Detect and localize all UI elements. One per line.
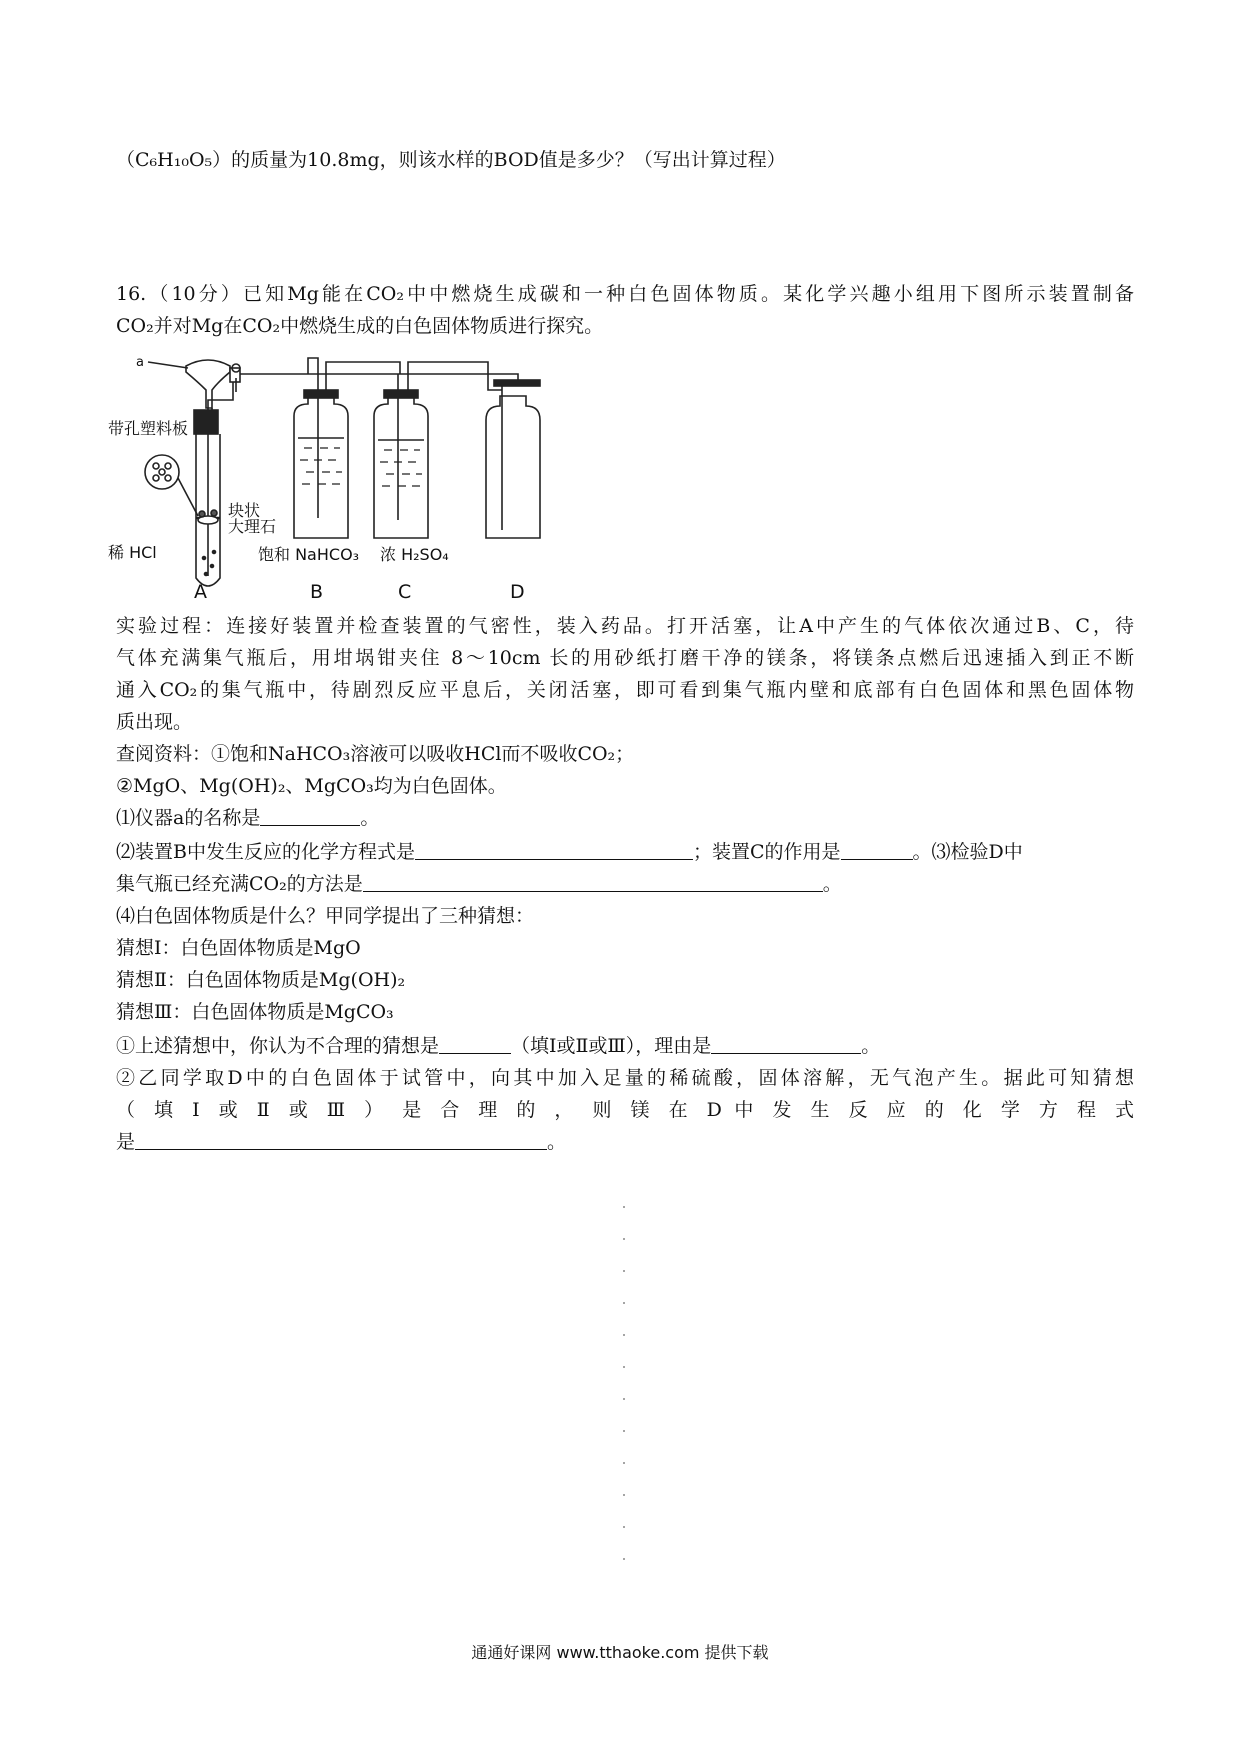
stopper-a (194, 410, 218, 434)
guess-3: 猜想Ⅲ：白色固体物质是MgCO₃ (116, 1001, 394, 1023)
guess-1: 猜想Ⅰ：白色固体物质是MgO (116, 937, 361, 959)
page-footer: 通通好课网 www.tthaoke.com 提供下载 (471, 1643, 769, 1662)
guess-2: 猜想Ⅱ：白色固体物质是Mg(OH)₂ (116, 969, 406, 991)
experiment-apparatus-figure (108, 348, 628, 608)
answer-blank-3[interactable] (363, 873, 823, 892)
procedure-line3: 通入CO₂的集气瓶中，待剧烈反应平息后，关闭活塞，即可看到集气瓶内壁和底部有白色固体和黑色固体物 (116, 679, 1134, 701)
sub-question-2-line3: 是 。 (116, 1131, 567, 1153)
answer-blank-2b[interactable] (841, 841, 913, 860)
question-1: ⑴仪器a的名称是 。 (116, 807, 380, 829)
sub-question-2-line2: （ 填 Ⅰ 或 Ⅱ 或 Ⅲ ） 是 合 理 的 ， 则 镁 在 D 中 发 生 反 应 的 化 学 方 程 式 (116, 1099, 1134, 1121)
bottle-d (486, 396, 540, 538)
line-bod-question: （C₆H₁₀O₅）的质量为10.8mg，则该水样的BOD值是多少？（写出计算过程） (116, 149, 786, 171)
reference-line2: ②MgO、Mg(OH)₂、MgCO₃均为白色固体。 (116, 775, 507, 797)
procedure-line1: 实验过程：连接好装置并检查装置的气密性，装入药品。打开活塞，让A中产生的气体依次通过B、C，待 (116, 615, 1134, 637)
sub-question-2-line1: ②乙同学取D中的白色固体于试管中，向其中加入足量的稀硫酸，固体溶解，无气泡产生。据此可知猜想 (116, 1067, 1134, 1089)
fig-label-nahco3: 饱和 NaHCO₃ (258, 545, 360, 564)
question-2: ⑵装置B中发生反应的化学方程式是 ；装置C的作用是 。⑶检验D中 (116, 841, 1023, 863)
fig-label-marble2: 大理石 (228, 517, 277, 536)
fig-label-plate: 带孔塑料板 (108, 419, 189, 438)
answer-blank-4a[interactable] (439, 1035, 511, 1054)
procedure-line4: 质出现。 (116, 711, 193, 733)
procedure-line2: 气体充满集气瓶后，用坩埚钳夹住 8～10cm 长的用砂纸打磨干净的镁条，将镁条点燃后迅速插入到正不断 (116, 647, 1134, 669)
q16-intro-line2: CO₂并对Mg在CO₂中燃烧生成的白色固体物质进行探究。 (116, 315, 604, 337)
fig-label-marble1: 块状 (228, 501, 261, 520)
fig-label-C: C (398, 581, 412, 603)
fig-label-B: B (310, 581, 324, 603)
answer-blank-4b[interactable] (711, 1035, 861, 1054)
bottle-b (294, 396, 348, 538)
perforated-plate-inset (145, 455, 179, 489)
bottle-c (374, 396, 428, 538)
fig-label-h2so4: 浓 H₂SO₄ (380, 545, 449, 564)
label-a-pointer (148, 362, 188, 368)
question-3: 集气瓶已经充满CO₂的方法是 。 (116, 873, 842, 895)
answer-blank-1[interactable] (260, 807, 360, 826)
sub-question-1: ①上述猜想中，你认为不合理的猜想是 （填Ⅰ或Ⅱ或Ⅲ），理由是 。 (116, 1035, 881, 1057)
question-4: ⑷白色固体物质是什么？甲同学提出了三种猜想： (116, 905, 535, 927)
answer-blank-5[interactable] (135, 1131, 547, 1150)
q16-intro-line1: 16.（10分）已知Mg能在CO₂中中燃烧生成碳和一种白色固体物质。某化学兴趣小组用下图所示装置制备 (116, 283, 1134, 305)
fig-label-a: a (136, 355, 144, 370)
reference-line1: 查阅资料：①饱和NaHCO₃溶液可以吸收HCl而不吸收CO₂； (116, 743, 635, 765)
fig-label-hcl: 稀 HCl (108, 543, 157, 562)
answer-blank-2a[interactable] (415, 841, 693, 860)
fig-label-D: D (510, 581, 525, 603)
fig-label-A: A (194, 581, 207, 603)
